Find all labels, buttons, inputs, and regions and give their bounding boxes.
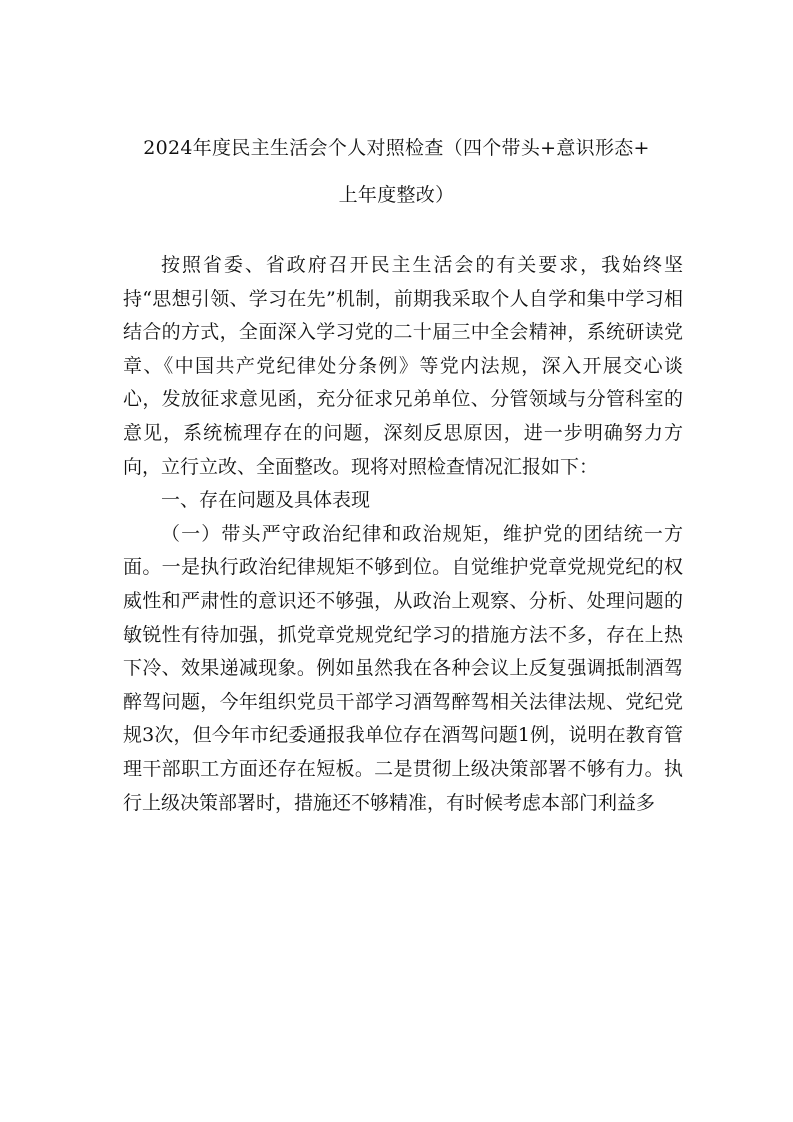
document-body	[123, 249, 683, 820]
document-title-line-2: 上年度整改）	[338, 184, 455, 206]
section1-paragraph: （一）带头严守政治纪律和政治规矩，维护党的团结统一方面。一是执行政治纪律规矩不够到位。自觉维护党章党规党纪的权威性和严肃性的意识还不够强，从政治上观察、分析、处理问题的敏锐性有待加强，抓党章党规党纪学习的措施方法不多，存在上热下冷、效果递减现象。例如虽然我在各种会议上反复强调抵制酒驾醉驾问题，今年组织党员干部学习酒驾醉驾相关法律法规、党纪党规3次，但今年市纪委通报我单位存在酒驾问题1例，说明在教育管理干部职工方面还存在短板。二是贯彻上级决策部署不够有力。执行上级决策部署时，措施还不够精准，有时候考虑本部门利益多	[123, 522, 683, 814]
intro-paragraph: 按照省委、省政府召开民主生活会的有关要求，我始终坚持“思想引领、学习在先”机制，前期我采取个人自学和集中学习相结合的方式，全面深入学习党的二十届三中全会精神，系统研读党章、《中国共产党纪律处分条例》等党内法规，深入开展交心谈心，发放征求意见函，充分征求兄弟单位、分管领域与分管科室的意见，系统梳理存在的问题，深刻反思原因，进一步明确努力方向，立行立改、全面整改。现将对照检查情况汇报如下：	[123, 254, 683, 478]
section-heading: 一、存在问题及具体表现	[161, 489, 371, 512]
document-title-line-1: 2024年度民主生活会个人对照检查（四个带头+意识形态+	[143, 137, 650, 159]
